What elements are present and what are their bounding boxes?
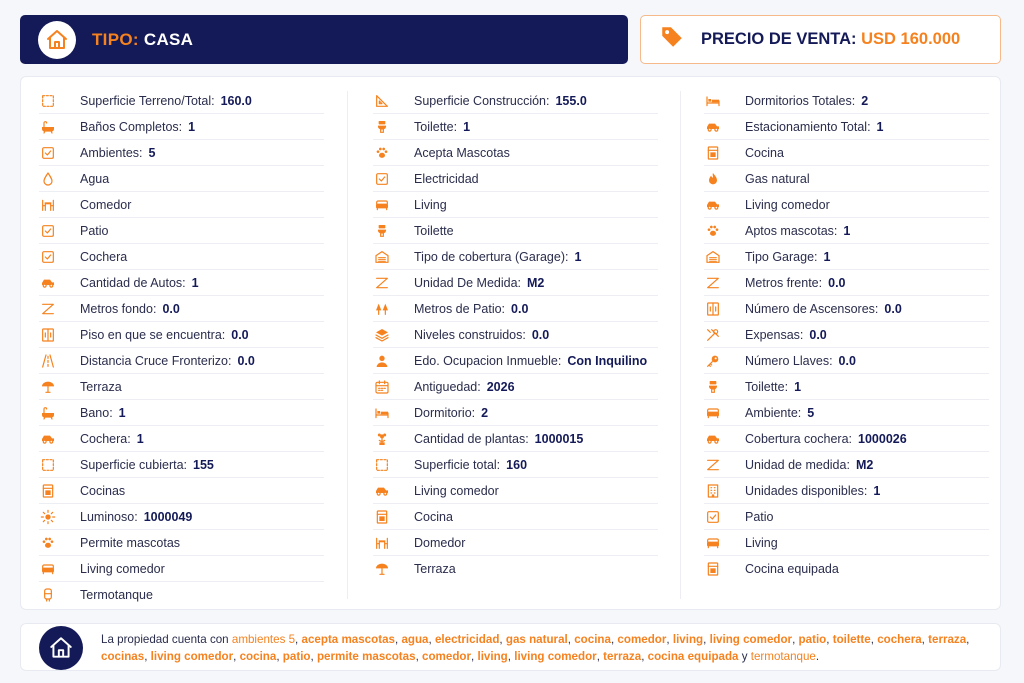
column-divider [680, 91, 681, 599]
home-icon [38, 21, 76, 59]
feature-label: Superficie Construcción: [414, 93, 550, 108]
summary-separator: , [826, 633, 830, 646]
feature-row [39, 88, 324, 114]
summary-separator: , [596, 650, 600, 663]
layers-icon [373, 326, 391, 344]
feature-label: Unidad de medida: [745, 457, 850, 472]
feature-value: 0.0 [809, 327, 827, 342]
bathtub-icon [39, 118, 57, 136]
feature-label: Cantidad de plantas: [414, 431, 529, 446]
feature-row [373, 88, 658, 114]
check-icon [39, 144, 57, 162]
feature-label: Dormitorios Totales: [745, 93, 856, 108]
feature-row [704, 88, 989, 114]
feature-label: Toilette [414, 223, 454, 238]
feature-row [39, 270, 324, 296]
feature-label: Living comedor [745, 197, 830, 212]
feature-label: Antiguedad: [414, 379, 481, 394]
road-icon [39, 352, 57, 370]
sofa-icon [704, 404, 722, 422]
summary-separator: , [666, 633, 670, 646]
property-type-banner [20, 15, 628, 64]
feature-label: Baños Completos: [80, 119, 183, 134]
stove-icon [373, 508, 391, 526]
summary-separator: , [310, 650, 314, 663]
dining-icon [373, 534, 391, 552]
stove-icon [704, 560, 722, 578]
check-icon [373, 170, 391, 188]
feature-label: Patio [80, 223, 109, 238]
area-icon [373, 456, 391, 474]
feature-value: 1000026 [858, 431, 907, 446]
feature-value: M2 [855, 457, 874, 472]
feature-row [39, 192, 324, 218]
calendar-icon [373, 378, 391, 396]
summary-text [101, 631, 991, 665]
summary-feature: electricidad [434, 633, 500, 646]
summary-separator: , [394, 633, 399, 646]
feature-label: Cocina equipada [745, 562, 839, 576]
feature-row [704, 400, 989, 426]
check-icon [704, 508, 722, 526]
area-icon [39, 456, 57, 474]
bed-icon [373, 404, 391, 422]
feature-row [39, 114, 324, 140]
stove-icon [704, 144, 722, 162]
flower-icon [373, 430, 391, 448]
feature-value: Con Inquilino [567, 353, 648, 368]
feature-value: 1 [574, 249, 582, 264]
feature-label: Cantidad de Autos: [80, 275, 186, 290]
feature-row [373, 114, 658, 140]
ruler-z-icon [39, 300, 57, 318]
feature-label: Superficie total: [414, 457, 501, 472]
feature-row [39, 322, 324, 348]
summary-separator: . [815, 650, 820, 663]
feature-row [704, 478, 989, 504]
key-icon [704, 352, 722, 370]
drop-icon [39, 170, 57, 188]
summary-feature: cochera [877, 633, 922, 646]
summary-separator: , [567, 633, 571, 646]
car-icon [704, 196, 722, 214]
summary-feature: gas natural [505, 633, 568, 646]
paw-icon [704, 222, 722, 240]
feature-label: Aptos mascotas: [745, 223, 838, 238]
summary-feature: cocinas [101, 650, 145, 663]
summary-feature: toilette [832, 633, 871, 646]
feature-row [373, 556, 658, 582]
garage-icon [704, 248, 722, 266]
feature-label: Agua [80, 171, 110, 186]
feature-row [704, 270, 989, 296]
feature-label: Living [745, 535, 778, 550]
feature-row [373, 504, 658, 530]
feature-label: Gas natural [745, 171, 810, 186]
heater-icon [39, 586, 57, 604]
features-column-2 [373, 88, 658, 582]
feature-row [39, 582, 324, 608]
feature-label: Toilette: [414, 119, 458, 134]
features-column-3 [704, 88, 989, 582]
feature-label: Cocina [745, 145, 784, 160]
feature-label: Cocinas [80, 483, 126, 498]
bathtub-icon [39, 404, 57, 422]
feature-label: Tipo Garage: [745, 249, 818, 264]
feature-value: 1 [136, 431, 144, 446]
summary-separator: , [792, 633, 796, 646]
feature-value: 160 [506, 457, 528, 472]
feature-label: Metros de Patio: [414, 301, 506, 316]
feature-value: 0.0 [231, 327, 249, 342]
feature-row [39, 374, 324, 400]
feature-label: Expensas: [745, 327, 804, 342]
feature-row [373, 348, 658, 374]
summary-feature: patio [798, 633, 827, 646]
feature-label: Toilette: [745, 379, 789, 394]
feature-label: Dormitorio: [414, 405, 476, 420]
feature-label: Cocina [414, 509, 453, 524]
summary-separator: , [610, 633, 615, 646]
feature-label: Domedor [414, 535, 466, 550]
feature-label: Living comedor [414, 483, 499, 498]
features-panel [20, 76, 1001, 610]
summary-intro: La propiedad cuenta con [101, 633, 229, 646]
garage-icon [373, 248, 391, 266]
feature-row [704, 140, 989, 166]
feature-value: 1 [118, 405, 126, 420]
feature-row [704, 530, 989, 556]
summary-feature: agua [401, 633, 429, 646]
feature-label: Ambiente: [745, 405, 802, 420]
car-icon [373, 482, 391, 500]
feature-row [704, 218, 989, 244]
feature-label: Distancia Cruce Fronterizo: [80, 353, 232, 368]
feature-label: Patio [745, 509, 774, 524]
feature-label: Unidades disponibles: [745, 483, 868, 498]
feature-value: 2 [481, 405, 489, 420]
feature-row [373, 296, 658, 322]
umbrella-icon [39, 378, 57, 396]
summary-feature: permite mascotas [316, 650, 416, 663]
ruler-z-icon [704, 274, 722, 292]
feature-row [39, 452, 324, 478]
feature-row [704, 322, 989, 348]
feature-label: Superficie Terreno/Total: [80, 93, 215, 108]
feature-row [373, 530, 658, 556]
bed-icon [704, 92, 722, 110]
feature-label: Cochera [80, 249, 128, 264]
feature-value: 0.0 [828, 275, 846, 290]
feature-row [373, 244, 658, 270]
feature-value: 2 [861, 93, 869, 108]
feature-label: Ambientes: [80, 145, 143, 160]
summary-panel [20, 623, 1001, 671]
summary-separator: , [921, 633, 925, 646]
feature-label: Unidad De Medida: [414, 275, 522, 290]
feature-value: 1 [191, 275, 199, 290]
feature-value: 0.0 [162, 301, 180, 316]
sale-price [701, 30, 960, 49]
property-type [92, 30, 193, 50]
feature-label: Terraza [414, 562, 456, 576]
summary-feature: comedor [422, 650, 471, 663]
check-icon [39, 248, 57, 266]
flame-icon [704, 170, 722, 188]
feature-row [704, 244, 989, 270]
summary-separator: , [471, 650, 475, 663]
feature-row [39, 504, 324, 530]
area-icon [39, 92, 57, 110]
summary-feature: living comedor [150, 650, 234, 663]
feature-row [39, 244, 324, 270]
features-column-1 [39, 88, 324, 608]
dining-icon [39, 196, 57, 214]
feature-value: M2 [527, 275, 545, 290]
sun-icon [39, 508, 57, 526]
summary-separator: , [144, 650, 148, 663]
summary-feature: living [477, 650, 508, 663]
sale-price-banner [640, 15, 1001, 64]
feature-label: Metros fondo: [80, 301, 157, 316]
toilet-icon [704, 378, 722, 396]
summary-separator: , [507, 650, 511, 663]
feature-label: Metros frente: [745, 275, 823, 290]
stove-icon [39, 482, 57, 500]
feature-label: Terraza [80, 379, 122, 394]
feature-row [39, 348, 324, 374]
feature-label: Cochera: [80, 431, 131, 446]
feature-label: Luminoso: [80, 509, 138, 524]
feature-row [373, 400, 658, 426]
feature-row [39, 218, 324, 244]
summary-feature: terraza [928, 633, 967, 646]
feature-row [373, 192, 658, 218]
summary-feature: ambientes 5 [231, 633, 296, 646]
person-icon [373, 352, 391, 370]
feature-label: Living comedor [80, 561, 165, 576]
feature-label: Acepta Mascotas [414, 145, 510, 160]
price-tag-icon [659, 24, 685, 55]
summary-feature: living comedor [514, 650, 597, 663]
summary-separator: , [966, 633, 970, 646]
trees-icon [373, 300, 391, 318]
feature-row [704, 374, 989, 400]
sofa-icon [704, 534, 722, 552]
feature-row [39, 478, 324, 504]
summary-feature: cocina [239, 650, 277, 663]
toilet-icon [373, 118, 391, 136]
feature-row [373, 322, 658, 348]
feature-value: 2026 [486, 379, 515, 394]
feature-value: 155.0 [555, 93, 587, 108]
home-icon [39, 626, 83, 670]
car-icon [704, 430, 722, 448]
feature-row [39, 140, 324, 166]
summary-feature: acepta mascotas [301, 633, 395, 646]
feature-label: Estacionamiento Total: [745, 119, 871, 134]
feature-label: Bano: [80, 405, 113, 420]
tools-icon [704, 326, 722, 344]
feature-value: 5 [148, 145, 156, 160]
feature-row [373, 426, 658, 452]
summary-separator: , [499, 633, 503, 646]
car-icon [39, 274, 57, 292]
summary-feature: comedor [617, 633, 667, 646]
feature-row [704, 296, 989, 322]
feature-label: Living [414, 197, 447, 212]
feature-value: 1000049 [143, 509, 193, 524]
feature-value: 0.0 [531, 327, 550, 342]
feature-value: 0.0 [838, 353, 856, 368]
sale-price-label: PRECIO DE VENTA: [701, 30, 857, 48]
feature-row [704, 426, 989, 452]
feature-row [373, 452, 658, 478]
feature-row [704, 452, 989, 478]
ruler-z-icon [373, 274, 391, 292]
feature-row [373, 140, 658, 166]
feature-row [39, 400, 324, 426]
feature-value: 0.0 [511, 301, 529, 316]
column-divider [347, 91, 348, 599]
toilet-icon [373, 222, 391, 240]
sale-price-value: USD 160.000 [861, 30, 961, 48]
feature-row [373, 270, 658, 296]
ruler-z-icon [704, 456, 722, 474]
feature-value: 1 [823, 249, 831, 264]
elevator-icon [704, 300, 722, 318]
feature-label: Electricidad [414, 171, 479, 186]
summary-feature: termotanque [750, 650, 816, 663]
feature-label: Comedor [80, 197, 132, 212]
property-type-label: TIPO: [92, 29, 139, 49]
feature-row [39, 556, 324, 582]
summary-feature: living [672, 633, 704, 646]
summary-separator: , [295, 633, 299, 646]
feature-value: 0.0 [884, 301, 902, 316]
feature-value: 1 [188, 119, 196, 134]
feature-value: 1 [843, 223, 851, 238]
summary-separator: , [415, 650, 419, 663]
feature-value: 160.0 [220, 93, 252, 108]
feature-label: Cobertura cochera: [745, 431, 853, 446]
feature-row [373, 166, 658, 192]
feature-row [704, 556, 989, 582]
feature-label: Termotanque [80, 588, 153, 602]
feature-value: 0.0 [237, 353, 255, 368]
feature-row [704, 348, 989, 374]
summary-separator: , [641, 650, 645, 663]
umbrella-icon [373, 560, 391, 578]
summary-separator: y [738, 650, 748, 663]
summary-separator: , [276, 650, 280, 663]
feature-value: 155 [193, 457, 214, 472]
feature-value: 1000015 [534, 431, 584, 446]
feature-label: Número Llaves: [745, 353, 833, 368]
elevator-icon [39, 326, 57, 344]
summary-feature: patio [282, 650, 311, 663]
feature-row [373, 478, 658, 504]
feature-row [704, 192, 989, 218]
feature-row [39, 166, 324, 192]
summary-separator: , [870, 633, 874, 646]
feature-value: 1 [876, 119, 884, 134]
feature-value: 1 [463, 119, 471, 134]
feature-label: Piso en que se encuentra: [80, 327, 226, 342]
property-type-value: CASA [143, 29, 194, 49]
summary-separator: , [703, 633, 707, 646]
feature-value: 1 [873, 483, 881, 498]
sofa-icon [373, 196, 391, 214]
summary-separator: , [428, 633, 432, 646]
feature-row [39, 296, 324, 322]
feature-label: Superficie cubierta: [80, 457, 188, 472]
feature-label: Permite mascotas [80, 535, 181, 550]
feature-row [373, 374, 658, 400]
sofa-icon [39, 560, 57, 578]
summary-feature: terraza [603, 650, 642, 663]
summary-feature: cocina [574, 633, 611, 646]
summary-feature: cocina equipada [647, 650, 739, 663]
feature-row [704, 114, 989, 140]
feature-label: Niveles construidos: [414, 327, 526, 342]
feature-row [704, 166, 989, 192]
paw-icon [39, 534, 57, 552]
feature-value: 5 [807, 405, 815, 420]
summary-separator: , [233, 650, 237, 663]
summary-feature: living comedor [709, 633, 793, 646]
building-icon [704, 482, 722, 500]
feature-row [373, 218, 658, 244]
feature-row [39, 426, 324, 452]
feature-label: Edo. Ocupacion Inmueble: [414, 353, 562, 368]
check-icon [39, 222, 57, 240]
feature-row [704, 504, 989, 530]
feature-label: Tipo de cobertura (Garage): [414, 249, 569, 264]
triangle-ruler-icon [373, 92, 391, 110]
car-icon [39, 430, 57, 448]
feature-value: 1 [794, 379, 802, 394]
paw-icon [373, 144, 391, 162]
car-icon [704, 118, 722, 136]
feature-row [39, 530, 324, 556]
feature-label: Número de Ascensores: [745, 301, 879, 316]
